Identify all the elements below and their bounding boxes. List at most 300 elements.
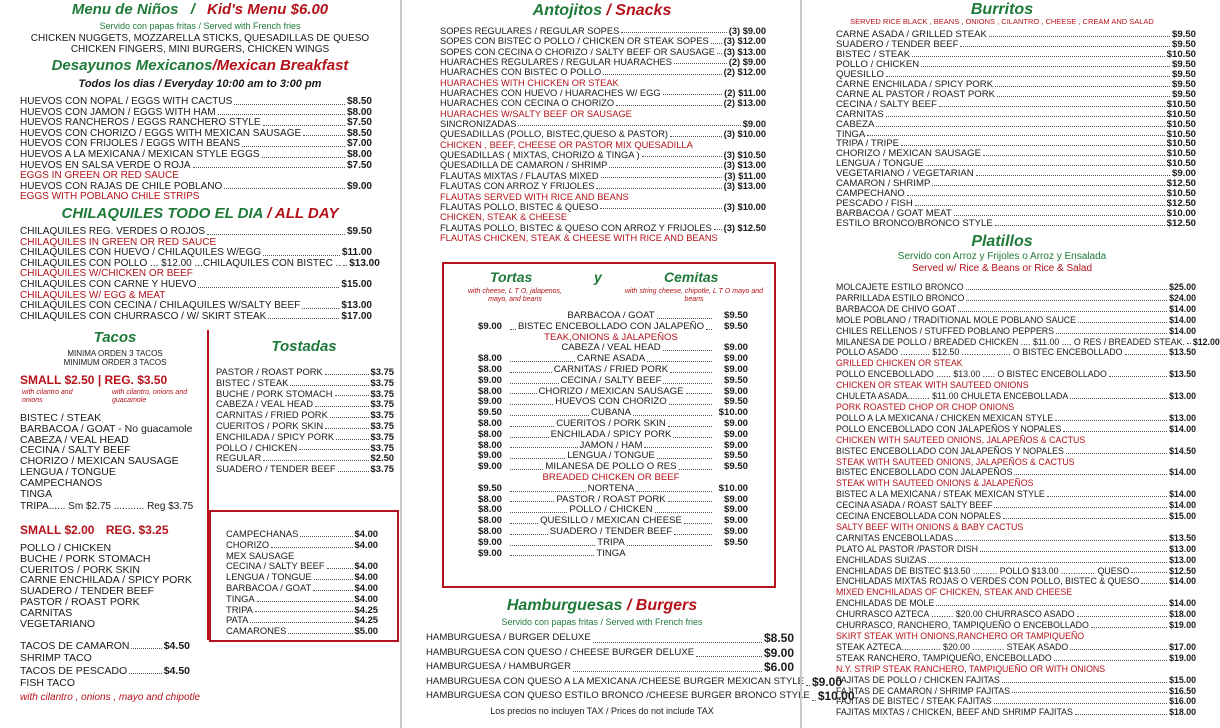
tacos-camaron-name: TACOS DE CAMARON [20, 640, 130, 652]
dot-leader [510, 516, 538, 524]
dot-leader [224, 182, 345, 190]
menu-item-name: SALTY BEEF WITH ONIONS & BABY CACTUS [836, 521, 1024, 532]
dot-leader [657, 311, 712, 319]
platillo-item [836, 587, 1196, 598]
menu-item-price: (3) $10.00 [723, 201, 766, 212]
menu-item-name: MIXED ENCHILADAS OF CHICKEN, STEAK AND CHEESE [836, 587, 1073, 598]
tacos-small-price: SMALL $2.50 [20, 373, 95, 387]
dot-leader [960, 40, 1170, 47]
tostada-item [216, 432, 394, 443]
menu-item-name: ENCHILADAS MIXTAS ROJAS O VERDES CON POLLO, BISTEC & QUESO [836, 576, 1140, 587]
antojito-item [440, 181, 766, 191]
menu-item-name: ENCHILADAS DE BISTEC $13.50 .......... POLLO $13.00 .............. QUESO [836, 565, 1130, 576]
menu-item-price: $3.75 [370, 441, 394, 453]
dot-leader [303, 129, 345, 137]
torta-name: JAMON / HAM [579, 439, 643, 451]
menu-item-name: PLATO AL PASTOR /PASTOR DISH [836, 543, 978, 554]
kids-sub-text: Servido con papas fritas / Served with French fries [99, 21, 301, 31]
dot-leader [262, 150, 345, 158]
dot-leader [510, 376, 559, 384]
menu-item-price: $13.00 [1169, 412, 1196, 423]
antojito-item [440, 78, 766, 88]
menu-item-price: $11.00 [341, 247, 372, 259]
menu-item-price: $24.00 [1169, 292, 1196, 303]
tacos-camaron-row [20, 641, 190, 652]
breakfast-note: EGGS IN GREEN OR RED SAUCE [20, 170, 179, 182]
menu-item-price: $2.50 [370, 452, 394, 464]
cemita-price: $10.00 [718, 482, 749, 494]
antojitos-list [440, 26, 766, 243]
taco-item: BISTEC / STEAK [20, 412, 102, 424]
chilaquiles-title [0, 206, 400, 223]
menu-item-name: POLLO ENCEBOLLADO CON JALAPEÑOS Y NOPALES [836, 423, 1062, 434]
tacos-reg-note: with cilantro, onions and guacamole [112, 389, 188, 404]
menu-item-name: MOLCAJETE ESTILO BRONCO [836, 282, 964, 292]
dot-leader [1141, 576, 1167, 584]
dot-leader [510, 527, 548, 535]
platillo-item [836, 336, 1220, 348]
tacos-price-line-2 [20, 523, 169, 537]
menu-item-price: $10.50 [1166, 128, 1196, 140]
menu-item-price: $14.00 [1169, 500, 1196, 511]
platillo-item [836, 686, 1196, 697]
dot-leader [926, 159, 1165, 166]
platillo-item [836, 293, 1196, 304]
menu-item-name: HUEVOS EN SALSA VERDE O ROJA [20, 159, 191, 171]
torta-price: $9.00 [478, 547, 503, 559]
torta-item [478, 322, 748, 333]
cemita-price: $9.00 [723, 525, 748, 537]
antojito-item [440, 150, 766, 160]
menu-item-name: FLAUTAS CON ARROZ Y FRIJOLES [440, 181, 595, 192]
menu-item-price: $7.00 [346, 138, 372, 150]
tostadas-list [216, 367, 394, 475]
platillo-item [836, 576, 1196, 587]
menu-item-price: $10.50 [1166, 188, 1196, 200]
dot-leader [313, 583, 352, 591]
dot-leader [616, 98, 722, 105]
dot-leader [657, 451, 712, 459]
menu-item-name: FLAUTAS MIXTAS / FLAUTAS MIXED [440, 170, 599, 181]
dot-leader [886, 110, 1165, 117]
taco-item: BUCHE / PORK STOMACH [20, 552, 151, 565]
menu-item-price: (3) $11.00 [724, 170, 766, 181]
menu-item-name: BISTEC ENCEBOLLADO CON JALAPEÑOS [836, 467, 1013, 478]
menu-item-price: $3.75 [370, 376, 394, 388]
dot-leader [510, 505, 567, 513]
menu-item-name: BUCHE / PORK STOMACH [216, 387, 333, 399]
menu-item-name: CHICKEN , BEEF, CHEESE OR PASTOR MIX QUESADILLA [440, 139, 693, 150]
menu-item-name: SUADERO / TENDER BEEF [836, 38, 959, 50]
menu-item-price: $9.00 [811, 674, 843, 689]
dot-leader [714, 223, 722, 230]
menu-item-name: CABEZA / VEAL HEAD [216, 398, 314, 410]
dot-leader [510, 538, 595, 546]
menu-item-name: HAMBURGUESA CON QUESO A LA MEXICANA /CHEESE BURGER MEXICAN STYLE [426, 675, 804, 687]
menu-item-name: CHICKEN WITH SAUTEED ONIONS, JALAPEÑOS & CACTUS [836, 434, 1086, 445]
torta-name: TINGA [596, 547, 626, 559]
menu-item-price: $4.00 [354, 528, 378, 539]
menu-item-name: STEAK RANCHERO, TAMPIQUEÑO, ENCEBOLLADO [836, 652, 1052, 663]
dot-leader [131, 641, 161, 649]
dot-leader [976, 169, 1170, 176]
menu-item-price: $7.50 [346, 117, 372, 129]
menu-item-name: CECINA / SALTY BEEF [226, 560, 325, 572]
antojito-item [440, 129, 766, 139]
menu-item-price: $14.00 [1169, 598, 1196, 609]
antojito-item [440, 36, 766, 46]
dot-leader [290, 378, 368, 386]
platillo-item [836, 598, 1196, 609]
menu-item-name: CHILES RELLENOS / STUFFED POBLANO PEPPERS [836, 325, 1055, 336]
taco-item: PASTOR / ROAST PORK [20, 595, 140, 608]
menu-item-name: CAMPECHANO [836, 188, 905, 200]
tostada-item [226, 626, 378, 637]
dot-leader [995, 80, 1170, 87]
platillo-item [836, 664, 1196, 675]
torta-price: $8.00 [478, 439, 503, 451]
dot-leader [684, 516, 712, 524]
menu-item-name: CHILAQUILES IN GREEN OR RED SAUCE [20, 236, 217, 248]
menu-item-name: CHILAQUILES CON CECINA / CHILAQUILES W/SALTY BEEF [20, 300, 301, 312]
menu-item-price: $4.25 [354, 603, 378, 615]
cemita-price: $9.50 [724, 310, 749, 321]
menu-item-name: HUEVOS A LA MEXICANA / MEXICAN STYLE EGGS [20, 148, 260, 160]
burgers-title [402, 597, 802, 615]
dot-leader [663, 88, 723, 95]
platillo-item [836, 631, 1196, 642]
dot-leader [633, 408, 712, 416]
platillo-item [836, 489, 1196, 500]
menu-item-name: PESCADO / FISH [836, 198, 913, 210]
menu-item-name: CARNE ENCHILADA / SPICY PORK [836, 78, 994, 90]
taco-item: CECINA / SALTY BEEF [20, 444, 131, 457]
dot-leader [1187, 337, 1191, 345]
kids-title-es: Menu de Niños [71, 1, 179, 18]
dot-leader [955, 533, 1167, 541]
dot-leader [193, 161, 345, 169]
menu-item-price: $13.00 [341, 300, 372, 312]
dot-leader [1047, 489, 1167, 497]
torta-name: CARNE ASADA [576, 353, 646, 365]
menu-item-price: $12.50 [1166, 218, 1196, 230]
torta-price: $8.00 [478, 428, 503, 440]
tacos-pescado-name: TACOS DE PESCADO [20, 665, 128, 677]
dot-leader [928, 555, 1167, 563]
platillo-item [836, 446, 1196, 457]
dot-leader [886, 70, 1170, 77]
menu-item-price: (2) $11.00 [724, 88, 766, 99]
tostadas-box-list [226, 529, 378, 637]
dot-leader [510, 365, 552, 373]
menu-item-name: CAMARON / SHRIMP [836, 178, 931, 190]
menu-item-name: PASTOR / ROAST PORK [216, 366, 323, 377]
menu-item-name: TRIPA [226, 603, 253, 615]
burger-item [426, 660, 794, 675]
antojito-item [440, 160, 766, 170]
menu-item-name: CARNITAS / FRIED PORK [216, 409, 328, 421]
burritos-title: Burritos [970, 1, 1034, 18]
dot-leader [1077, 609, 1168, 617]
antojito-item [440, 212, 766, 222]
taco-item: CARNE ENCHILADA / SPICY PORK [20, 574, 192, 587]
dot-leader [510, 322, 516, 330]
torta-name: BARBACOA / GOAT [567, 310, 655, 321]
menu-item-price: $9.00 [1171, 168, 1196, 180]
burritos-subtitle: SERVED RICE BLACK , BEANS , ONIONS , CILANTRO , CHEESE , CREAM AND SALAD [850, 17, 1154, 26]
menu-item-name: SOPES CON CECINA O CHORIZO / SALTY BEEF OR SAUSAGE [440, 46, 716, 57]
dot-leader [1063, 424, 1167, 432]
dot-leader [510, 451, 565, 459]
menu-item-price: $4.00 [354, 571, 378, 583]
dot-leader [600, 202, 721, 209]
menu-item-price: $3.75 [370, 409, 394, 421]
menu-item-name: QUESADILLAS ( MIXTAS, CHORIZO & TINGA ) [440, 150, 640, 161]
menu-item-price: $13.00 [1169, 543, 1196, 554]
cemita-price: $9.00 [724, 417, 749, 429]
platillo-item [836, 315, 1196, 326]
menu-item-price: $3.75 [370, 387, 394, 399]
dot-leader [966, 282, 1168, 290]
dot-leader [921, 60, 1170, 67]
chilaquiles-item [20, 280, 372, 291]
dot-leader [609, 160, 721, 167]
dot-leader [966, 293, 1167, 301]
menu-item-name: FLAUTAS POLLO, BISTEC & QUESO CON ARROZ Y FRIJOLES [440, 222, 712, 233]
torta-name: CECINA / SALTY BEEF [560, 374, 662, 386]
menu-item-price: $4.00 [354, 560, 378, 572]
dot-leader [670, 129, 722, 136]
menu-item-name: MOLE POBLANO / TRADITIONAL MOLE POBLANO SAUCE [836, 314, 1077, 325]
menu-item-name: CHURRASCO AZTECA ......... $20.00 CHURRASCO ASADO [836, 609, 1075, 620]
menu-item-name: FAJITAS DE POLLO / CHICKEN FAJITAS [836, 674, 1000, 685]
dot-leader [867, 130, 1164, 137]
tostada-item [226, 594, 378, 605]
dot-leader [510, 354, 575, 362]
burrito-item [836, 219, 1196, 229]
cemita-price: $9.00 [724, 342, 749, 354]
platillo-item [836, 391, 1196, 402]
dot-leader [335, 389, 369, 397]
dot-leader [686, 387, 713, 395]
taco-item: SUADERO / TENDER BEEF [20, 585, 154, 598]
cemita-price: $9.00 [724, 428, 749, 440]
dot-leader [1070, 391, 1167, 399]
menu-item-price: $9.50 [1171, 29, 1196, 40]
menu-item-name: CHULETA ASADA......... $11.00 CHULETA ENCEBOLLADA [836, 391, 1069, 402]
dot-leader [1054, 653, 1167, 661]
dot-leader [299, 443, 368, 451]
dot-leader [627, 538, 712, 546]
menu-item-price: (3) $13.00 [723, 46, 766, 57]
chilaquiles-list [20, 226, 380, 322]
platillo-item [836, 304, 1196, 315]
menu-item-price: $25.00 [1169, 282, 1196, 292]
dot-leader [696, 646, 762, 658]
menu-item-name: BISTEC A LA MEXICANA / STEAK MEXICAN STYLE [836, 489, 1045, 500]
menu-item-price: $13.00 [1169, 391, 1196, 402]
menu-item-name: PARRILLADA ESTILO BRONCO [836, 292, 965, 303]
dot-leader [958, 304, 1167, 312]
platillo-item [836, 696, 1196, 707]
menu-item-name: POLLO / CHICKEN [216, 441, 298, 453]
platillo-item [836, 533, 1196, 544]
dot-leader [717, 47, 722, 54]
menu-item-price: $15.00 [341, 278, 372, 290]
platillo-item [836, 653, 1196, 664]
antojitos-title-en: / Snacks [601, 2, 672, 19]
cemita-price: $9.50 [723, 320, 748, 332]
dot-leader [510, 419, 554, 427]
menu-item-name: CECINA ASADA / ROAST SALTY BEEF [836, 500, 993, 511]
dot-leader [257, 594, 353, 602]
kids-items-line-2: CHICKEN FINGERS, MINI BURGERS, CHICKEN WINGS [70, 44, 330, 55]
antojito-item [440, 67, 766, 77]
burgers-list [426, 631, 855, 704]
menu-item-name: TINGA [836, 128, 866, 140]
torta-name: BREADED CHICKEN OR BEEF [542, 471, 680, 483]
menu-item-name: CHORIZO / MEXICAN SAUSAGE [836, 148, 981, 160]
platillo-item [836, 544, 1196, 555]
antojito-item [440, 233, 766, 243]
dot-leader [936, 598, 1167, 606]
menu-item-price: $10.00 [817, 689, 855, 704]
menu-item-price: $12.50 [1169, 565, 1196, 576]
dot-leader [601, 171, 723, 178]
menu-item-price: $9.50 [1171, 58, 1196, 70]
cemita-price [714, 549, 748, 560]
menu-item-name: ENCHILADA / SPICY PORK [216, 430, 335, 442]
menu-item-name: POLLO ASADO ............ $12.50 .................... O BISTEC ENCEBOLLADO [836, 347, 1123, 358]
cemita-price: $9.00 [724, 493, 749, 505]
kids-title-sep: / [190, 1, 195, 18]
cemitas-desc: with string cheese, chipotle, L T O mayo and beans [625, 288, 763, 303]
chilaquiles-item [20, 227, 372, 238]
dot-leader [263, 118, 345, 126]
platillo-item [836, 424, 1196, 435]
middle-panel [400, 0, 855, 728]
menu-item-name: BISTEC / STEAK [216, 376, 289, 388]
tacos-footer: with cilantro , onions , mayo and chipotle [20, 692, 201, 703]
cemita-price: $9.50 [724, 374, 749, 386]
platillo-item [836, 566, 1196, 577]
menu-item-name: SKIRT STEAK WITH ONIONS,RANCHERO OR TAMPIQUEÑO [836, 631, 1085, 641]
torta-item [478, 538, 748, 549]
dot-leader [655, 505, 712, 513]
torta-name: ENCHILADA / SPICY PORK [550, 428, 672, 440]
dot-leader [1109, 369, 1167, 377]
menu-item-price: (3) $9.00 [728, 26, 766, 36]
menu-item-name: QUESILLO [836, 68, 884, 80]
tacos-title: Tacos [93, 329, 137, 346]
dot-leader [997, 90, 1170, 97]
menu-item-price: $16.00 [1169, 696, 1196, 707]
dot-leader [300, 529, 352, 537]
burrito-item [836, 60, 1196, 70]
platillo-item [836, 457, 1196, 468]
torta-price: $8.00 [478, 493, 503, 505]
dot-leader [242, 139, 345, 147]
antojito-item [440, 26, 766, 36]
menu-item-price: $5.00 [354, 625, 378, 637]
menu-item-price: $8.00 [346, 148, 372, 160]
cemita-price: $9.50 [723, 396, 748, 408]
tacos-price-line [20, 373, 167, 387]
menu-item-name: POLLO / CHICKEN [836, 58, 920, 70]
antojito-item [440, 47, 766, 57]
dot-leader [510, 408, 589, 416]
kids-items-line-1: CHICKEN NUGGETS, MOZZARELLA STICKS, QUESADILLAS DE QUESO [30, 33, 370, 44]
menu-item-name: ESTILO BRONCO/BRONCO STYLE [836, 218, 993, 230]
dot-leader [510, 333, 542, 341]
platillos-title: Platillos [971, 233, 1033, 250]
platillo-item [836, 347, 1196, 358]
menu-item-price: $9.50 [346, 226, 372, 237]
right-panel [800, 0, 1220, 728]
menu-item-name: GRILLED CHICKEN OR STEAK [836, 358, 963, 369]
torta-name: TEAK,ONIONS & JALAPEÑOS [544, 331, 678, 343]
breakfast-list [20, 97, 372, 203]
breakfast-item [20, 97, 372, 108]
dot-leader [670, 365, 712, 373]
dot-leader [706, 322, 712, 330]
dot-leader [1070, 642, 1167, 650]
platillo-item [836, 326, 1196, 337]
dot-leader [663, 376, 712, 384]
cemita-price: $9.50 [724, 461, 749, 473]
antojito-item [440, 192, 766, 202]
menu-item-price: $19.00 [1169, 652, 1196, 663]
menu-item-name: CHILAQUILES W/CHICKEN OR BEEF [20, 268, 193, 280]
menu-item-name: CHICKEN, STEAK & CHEESE [440, 212, 568, 223]
platillos-subtitle-2: Served w/ Rice & Beans or Rice & Salad [911, 263, 1093, 274]
dot-leader [1012, 686, 1167, 694]
menu-item-name: CAMPECHANAS [226, 528, 299, 539]
antojitos-title-es: Antojitos [532, 2, 602, 19]
menu-item-price: (3) $13.00 [723, 181, 766, 192]
antojito-item [440, 98, 766, 108]
menu-item-name: CARNE ASADA / GRILLED STEAK [836, 29, 987, 40]
platillo-item [836, 358, 1196, 369]
antojito-item [440, 171, 766, 181]
dot-leader [1014, 467, 1167, 475]
torta-name: NORTENA [587, 482, 635, 494]
torta-name: MILANESA DE POLLO O RES [545, 461, 677, 473]
burger-item [426, 689, 855, 704]
menu-item-price: (2) $13.00 [723, 98, 766, 109]
dot-leader [907, 189, 1165, 196]
platillos-subtitle-1: Servido con Arroz y Frijoles o Arroz y Ensalada [897, 251, 1107, 262]
platillo-item [836, 435, 1196, 446]
dot-leader [674, 527, 712, 535]
dot-leader [596, 181, 721, 188]
menu-item-price: (3) $12.00 [723, 36, 766, 47]
tostada-item [216, 464, 394, 475]
dot-leader [510, 549, 594, 557]
torta-name: CHORIZO / MEXICAN SAUSAGE [538, 385, 684, 397]
burrito-item [836, 120, 1196, 130]
menu-item-name: QUESADILLA DE CAMARON / SHRIMP [440, 160, 608, 171]
tostadas-title: Tostadas [271, 338, 337, 355]
taco-item: CABEZA / VEAL HEAD [20, 433, 129, 446]
dot-leader [995, 219, 1165, 226]
menu-item-name: CHILAQUILES REG. VERDES O ROJOS [20, 226, 206, 237]
dot-leader [644, 441, 712, 449]
menu-item-price: $15.00 [1169, 511, 1196, 522]
dot-leader [1091, 620, 1167, 628]
breakfast-title-es: Desayunos Mexicanos [51, 57, 213, 74]
menu-item-name: HUEVOS RANCHEROS / EGGS RANCHERO STYLE [20, 117, 261, 129]
